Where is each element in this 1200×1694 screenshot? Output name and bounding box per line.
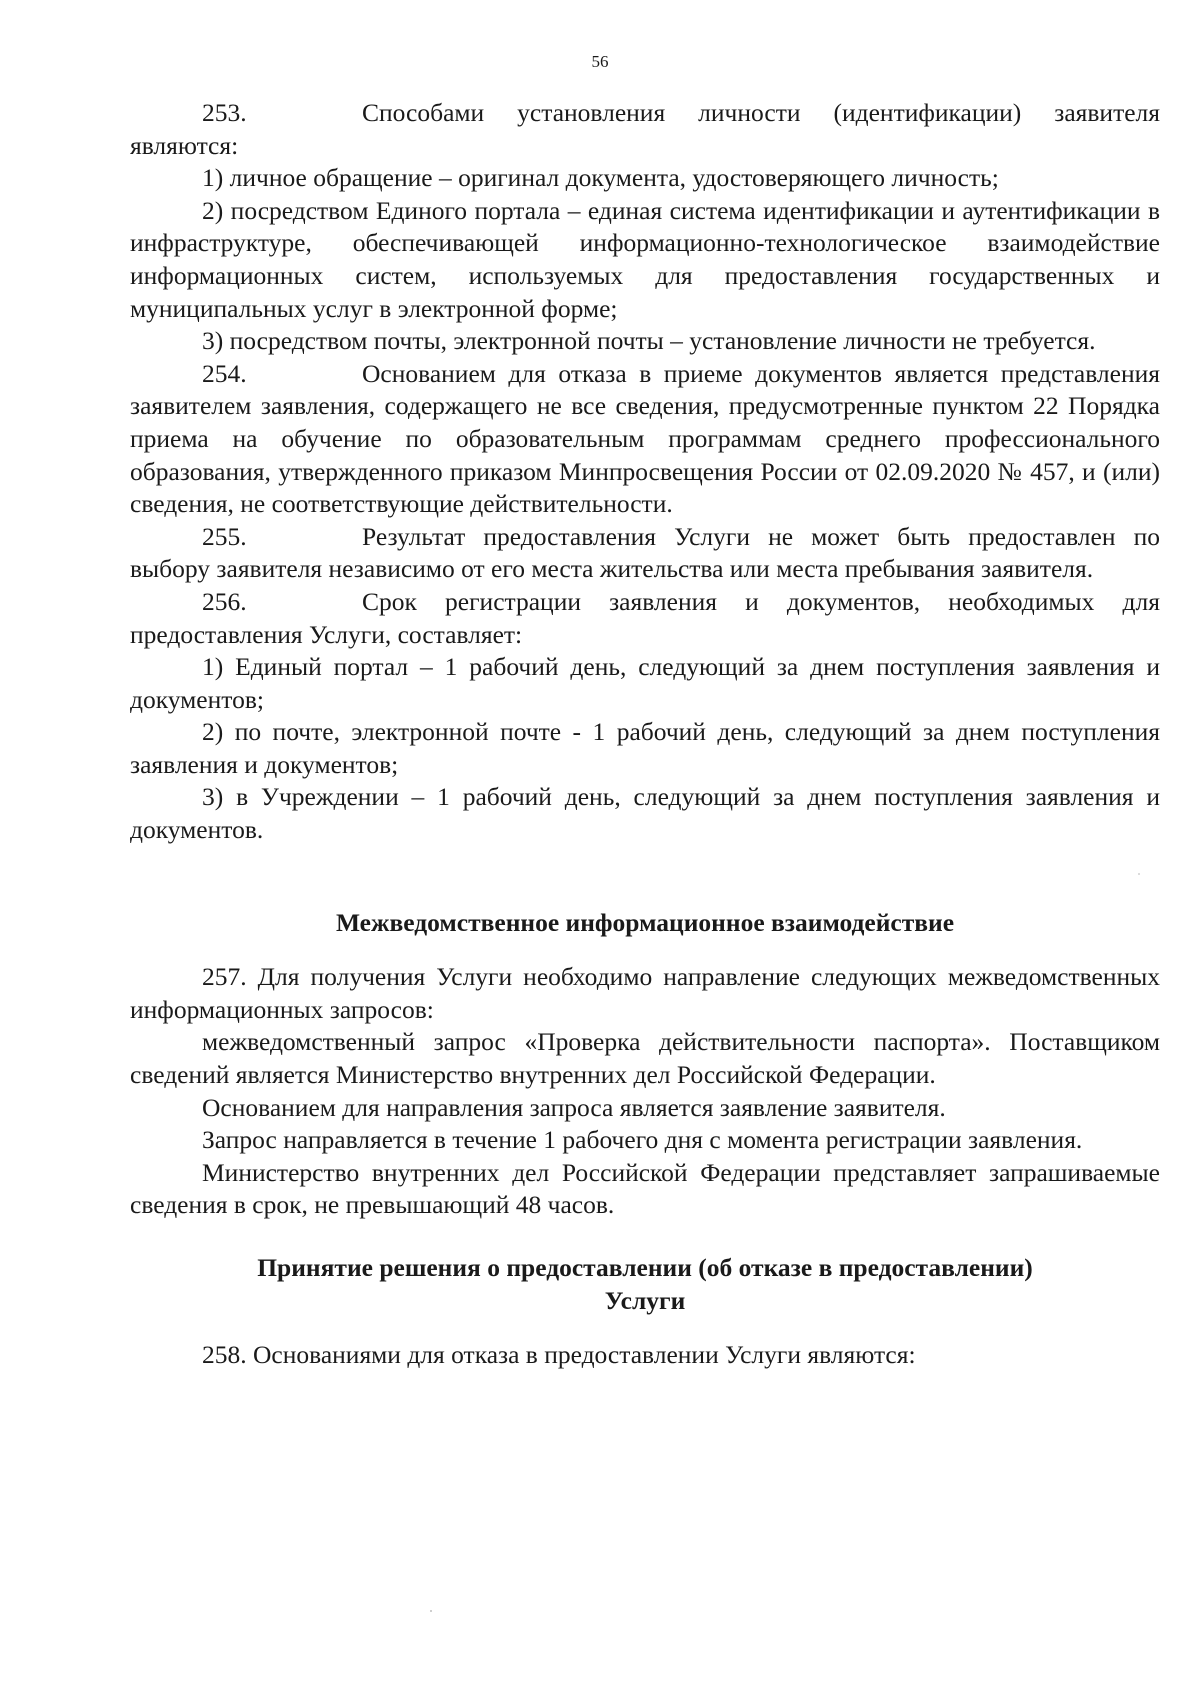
paragraph [130,1092,1160,1125]
clause-number: 258. [202,1340,247,1370]
page-number: 56 [591,52,609,71]
paragraph-text: 3) в Учреждении – 1 рабочий день, следующий за днем поступления заявления и документов. [130,782,1160,845]
paragraph-257 [130,961,1160,1026]
list-item [130,325,1160,358]
paragraph-256 [130,586,1160,651]
section-heading [130,1252,1160,1317]
paragraph-text: 3) посредством почты, электронной почты – установление личности не требуется. [202,326,1096,356]
paragraph-253 [130,97,1160,162]
paragraph-text: Основаниями для отказа в предоставлении Услуги являются: [253,1340,916,1370]
clause-number: 256. [202,586,247,616]
paragraph-text: 2) посредством Единого портала – единая система идентификации и аутентификации в инфраструктуре, обеспечивающей информационно-технологическое взаимодействие информационных систем, используемых для предоставления государственных и муниципальных услуг в электронной форме; [130,195,1160,323]
list-item [130,781,1160,846]
paragraph-text: Основанием для отказа в приеме документов является представления заявителем заявления, содержащего не все сведения, предусмотренные пунктом 22 Порядка приема на обучение по образовательным программам среднего профессионального образования, утвержденного приказом Минпросвещения России от 02.09.2020 № 457, и (или) сведения, не соответствующие действительности. [130,358,1160,519]
clause-number: 253. [202,98,247,127]
paragraph-text: 2) по почте, электронной почте - 1 рабочий день, следующий за днем поступления заявления и документов; [130,717,1160,779]
list-item [130,716,1160,781]
list-item [130,195,1160,325]
paragraph-text: Министерство внутренних дел Российской Федерации представляет запрашиваемые сведения в срок, не превышающий 48 часов. [130,1157,1160,1220]
paragraph [130,1026,1160,1091]
paragraph-text: Запрос направляется в течение 1 рабочего дня с момента регистрации заявления. [202,1125,1083,1155]
scan-speck [1138,873,1140,875]
section-heading: Межведомственное информационное взаимодействие [335,907,955,937]
paragraph-text: 1) личное обращение – оригинал документа, удостоверяющего личность; [202,163,999,193]
paragraph-258 [130,1339,1160,1372]
paragraph-text: Результат предоставления Услуги не может быть предоставлен по выбору заявителя независимо от его места жительства или места пребывания заявителя. [130,521,1160,584]
paragraph-text: межведомственный запрос «Проверка действительности паспорта». Поставщиком сведений является Министерство внутренних дел Российской Федерации. [130,1027,1160,1090]
paragraph-text: Основанием для направления запроса является заявление заявителя. [202,1092,946,1122]
heading-line: Принятие решения о предоставлении (об отказе в предоставлении) [257,1253,1033,1282]
paragraph-text: Срок регистрации заявления и документов, необходимых для предоставления Услуги, составляет: [130,586,1160,649]
clause-number: 255. [202,521,247,551]
heading-line: Услуги [604,1285,686,1315]
paragraph-text: Способами установления личности (идентификации) заявителя являются: [130,98,1160,160]
paragraph [130,1124,1160,1157]
clause-number: 257. [202,962,247,992]
list-item [130,162,1160,195]
paragraph-text: 1) Единый портал – 1 рабочий день, следующий за днем поступления заявления и документов; [130,652,1160,714]
list-item [130,651,1160,716]
clause-number: 254. [202,358,247,388]
document-body [130,97,1160,1372]
scan-speck [430,1610,432,1612]
paragraph-254 [130,358,1160,521]
paragraph-text: Для получения Услуги необходимо направление следующих межведомственных информационных запросов: [130,962,1160,1024]
paragraph [130,1157,1160,1222]
paragraph-255 [130,521,1160,586]
